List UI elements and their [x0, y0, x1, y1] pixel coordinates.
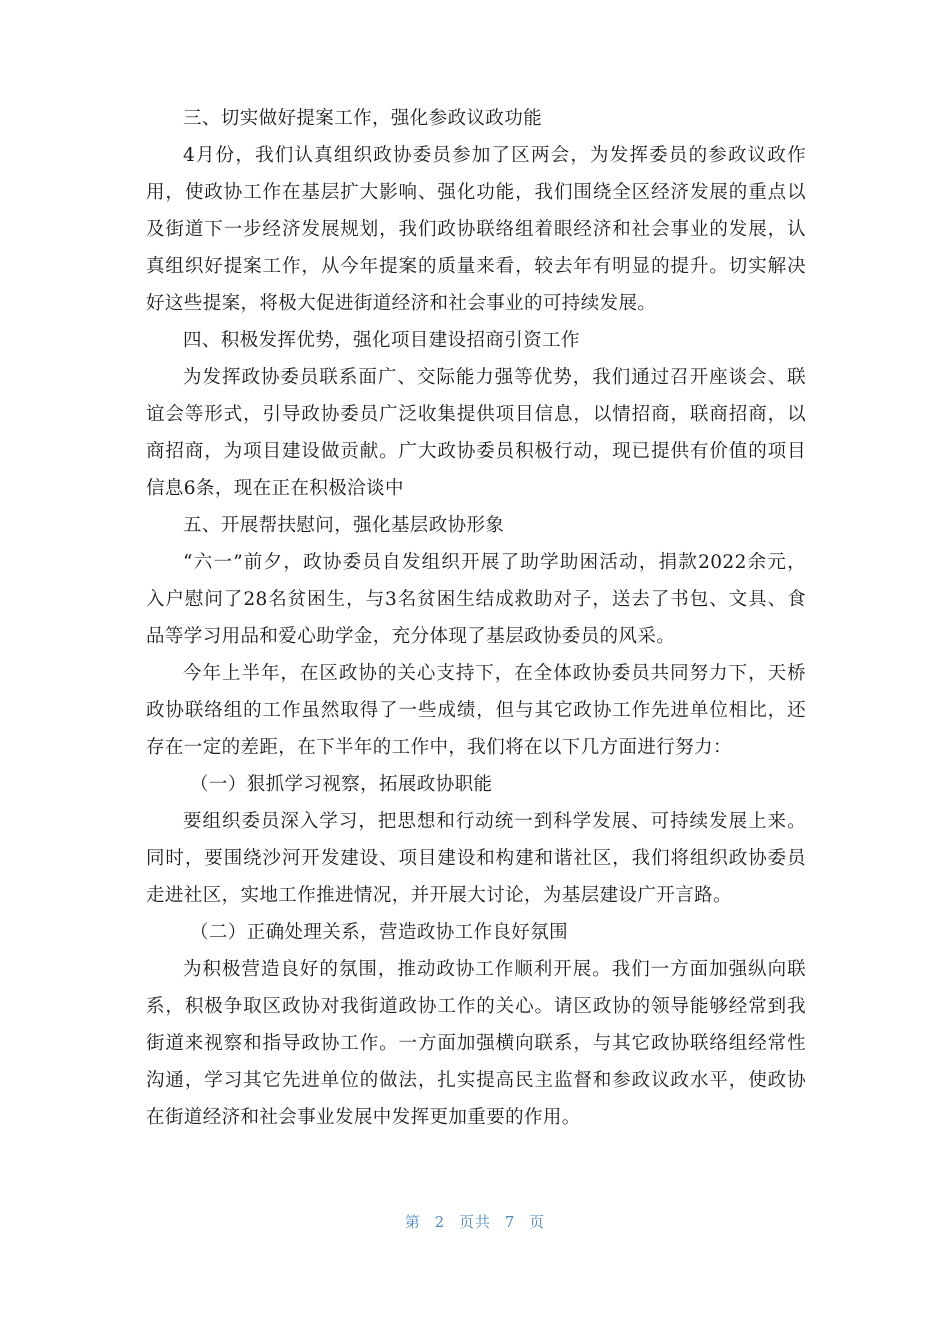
text-line: 系，积极争取区政协对我街道政协工作的关心。请区政协的领导能够经常到我 [146, 996, 806, 1017]
text-line: 五、开展帮扶慰问，强化基层政协形象 [183, 515, 505, 536]
text-line: 信息6条，现在正在积极洽谈中 [146, 478, 404, 499]
text-line: “六一”前夕，政协委员自发组织开展了助学助困活动，捐款2022余元， [183, 552, 806, 573]
text-line: 今年上半年，在区政协的关心支持下，在全体政协委员共同努力下，天桥 [183, 663, 806, 684]
text-line: （一）狠抓学习视察，拓展政协职能 [190, 774, 493, 795]
text-line: 好这些提案，将极大促进街道经济和社会事业的可持续发展。 [146, 293, 657, 314]
text-line: 三、切实做好提案工作，强化参政议政功能 [183, 108, 543, 129]
page-footer [0, 1211, 950, 1232]
text-line: 谊会等形式，引导政协委员广泛收集提供项目信息，以情招商，联商招商，以 [146, 404, 806, 425]
text-line: 存在一定的差距，在下半年的工作中，我们将在以下几方面进行努力： [146, 737, 732, 758]
text-line: 为积极营造良好的氛围，推动政协工作顺利开展。我们一方面加强纵向联 [183, 959, 806, 980]
text-line: （二）正确处理关系，营造政协工作良好氛围 [190, 922, 569, 943]
text-line: 四、积极发挥优势，强化项目建设招商引资工作 [183, 330, 580, 351]
text-line: 用，使政协工作在基层扩大影响、强化功能，我们围绕全区经济发展的重点以 [146, 182, 806, 203]
text-line: 品等学习用品和爱心助学金，充分体现了基层政协委员的风采。 [146, 626, 676, 647]
text-line: 要组织委员深入学习，把思想和行动统一到科学发展、可持续发展上来。 [183, 811, 806, 832]
text-line: 在街道经济和社会事业发展中发挥更加重要的作用。 [146, 1107, 581, 1128]
text-line: 走进社区，实地工作推进情况，并开展大讨论，为基层建设广开言路。 [146, 885, 732, 906]
page-number-label: 第 2 页共 7 页 [404, 1213, 546, 1231]
text-line: 真组织好提案工作，从今年提案的质量来看，较去年有明显的提升。切实解决 [146, 256, 806, 277]
text-line: 政协联络组的工作虽然取得了一些成绩，但与其它政协工作先进单位相比，还 [146, 700, 806, 721]
text-line: 为发挥政协委员联系面广、交际能力强等优势，我们通过召开座谈会、联 [183, 367, 806, 388]
text-line: 4月份，我们认真组织政协委员参加了区两会，为发挥委员的参政议政作 [183, 145, 806, 166]
text-line: 同时，要围绕沙河开发建设、项目建设和构建和谐社区，我们将组织政协委员 [146, 848, 806, 869]
text-line: 入户慰问了28名贫困生，与3名贫困生结成救助对子，送去了书包、文具、食 [146, 589, 806, 610]
text-line: 沟通，学习其它先进单位的做法，扎实提高民主监督和参政议政水平，使政协 [146, 1070, 806, 1091]
text-line: 街道来视察和指导政协工作。一方面加强横向联系，与其它政协联络组经常性 [146, 1033, 806, 1054]
document-body [146, 100, 806, 1136]
text-line: 及街道下一步经济发展规划，我们政协联络组着眼经济和社会事业的发展，认 [146, 219, 806, 240]
text-line: 商招商，为项目建设做贡献。广大政协委员积极行动，现已提供有价值的项目 [146, 441, 806, 462]
